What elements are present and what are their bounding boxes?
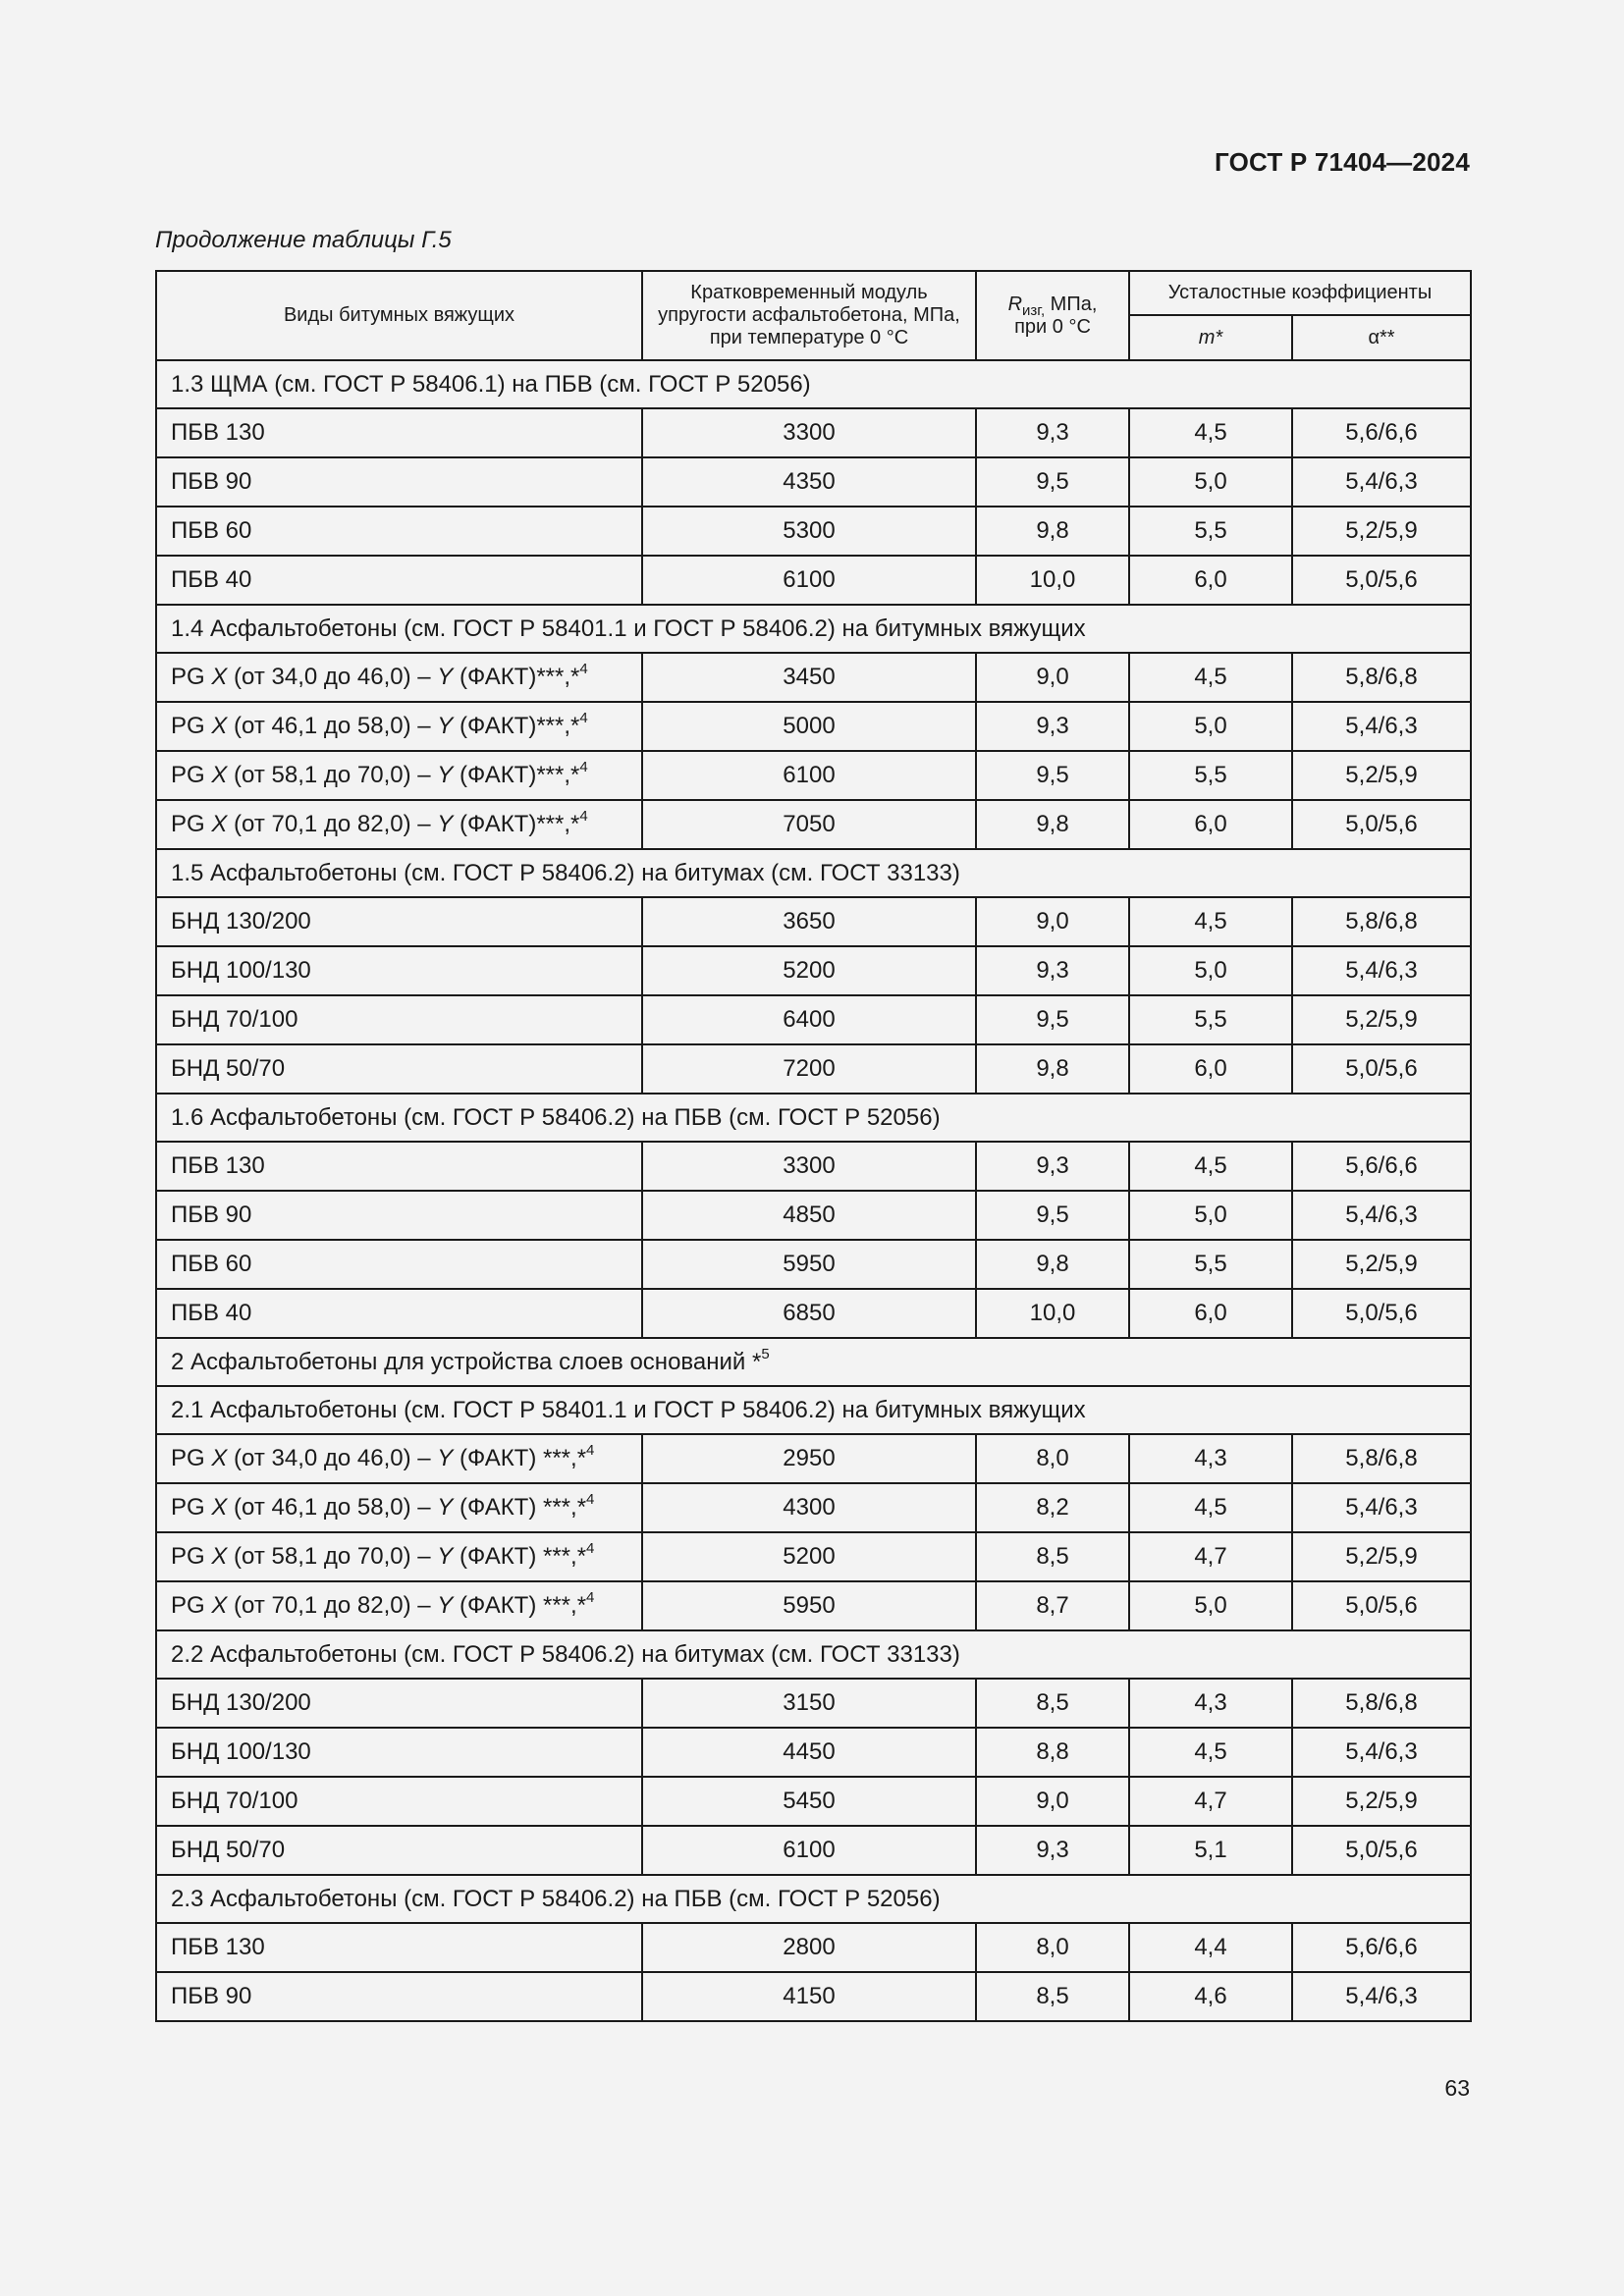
strength-cell: 8,5 [976,1972,1129,2021]
table-header [156,271,1471,360]
section-title [156,1386,1471,1434]
m-cell: 5,0 [1129,946,1292,995]
table-caption: Продолжение таблицы Г.5 [155,227,452,253]
section-title [156,1875,1471,1923]
alpha-cell: 5,2/5,9 [1292,1240,1471,1289]
pg-x: X [211,713,228,739]
strength-cell: 9,3 [976,1826,1129,1875]
table-row [156,1728,1471,1777]
modulus-cell: 4850 [642,1191,976,1240]
strength-cell: 8,0 [976,1923,1129,1972]
pg-prefix: PG [171,1543,212,1570]
m-cell: 5,0 [1129,1581,1292,1630]
pg-footnote-mark: 4 [579,710,588,726]
m-cell: 5,5 [1129,751,1292,800]
section-title-text: 1.4 Асфальтобетоны (см. ГОСТ Р 58401.1 и ГОСТ Р 58406.2) на битумных вяжущих [171,614,1086,642]
pg-range: (от 70,1 до 82,0) – [227,811,438,837]
m-cell: 5,0 [1129,1191,1292,1240]
section-row [156,360,1471,408]
alpha-cell: 5,2/5,9 [1292,751,1471,800]
section-title-text: 2.2 Асфальтобетоны (см. ГОСТ Р 58406.2) на битумах (см. ГОСТ 33133) [171,1640,960,1668]
binder-cell: БНД 100/130 [156,1728,642,1777]
pg-fact: (ФАКТ) ***,* [453,1445,587,1471]
pg-footnote-mark: 4 [586,1589,595,1606]
strength-subscript: изг, [1022,301,1046,319]
alpha-cell: 5,6/6,6 [1292,1142,1471,1191]
binder-cell: БНД 100/130 [156,946,642,995]
section-row [156,849,1471,897]
pg-range: (от 34,0 до 46,0) – [227,1445,438,1471]
m-cell: 4,5 [1129,653,1292,702]
alpha-cell: 5,0/5,6 [1292,556,1471,605]
strength-cell: 10,0 [976,556,1129,605]
modulus-cell: 2800 [642,1923,976,1972]
table-row [156,653,1471,702]
pg-x: X [211,664,228,690]
modulus-cell: 7200 [642,1044,976,1094]
pg-range: (от 46,1 до 58,0) – [227,713,438,739]
strength-cell: 9,0 [976,653,1129,702]
table-row [156,800,1471,849]
pg-prefix: PG [171,713,212,739]
section-title-text: 2.1 Асфальтобетоны (см. ГОСТ Р 58401.1 и ГОСТ Р 58406.2) на битумных вяжущих [171,1396,1086,1423]
alpha-cell: 5,8/6,8 [1292,1679,1471,1728]
modulus-cell: 5200 [642,946,976,995]
binder-cell: ПБВ 40 [156,1289,642,1338]
modulus-cell: 3150 [642,1679,976,1728]
binder-cell [156,1434,642,1483]
table-row [156,1240,1471,1289]
pg-footnote-mark: 4 [579,808,588,825]
binder-cell: ПБВ 60 [156,507,642,556]
col-modulus-header: Кратковременный модуль упругости асфальтобетона, МПа, при температуре 0 °С [642,271,976,360]
modulus-cell: 4350 [642,457,976,507]
section-title-text: 1.5 Асфальтобетоны (см. ГОСТ Р 58406.2) на битумах (см. ГОСТ 33133) [171,859,960,886]
pg-range: (от 58,1 до 70,0) – [227,1543,438,1570]
section-title [156,605,1471,653]
section-row [156,1386,1471,1434]
m-cell: 6,0 [1129,1289,1292,1338]
pg-y: Y [437,1543,454,1570]
binder-cell: БНД 70/100 [156,995,642,1044]
table-row [156,1679,1471,1728]
strength-cell: 9,3 [976,1142,1129,1191]
table-row [156,702,1471,751]
modulus-cell: 5950 [642,1581,976,1630]
m-cell: 4,6 [1129,1972,1292,2021]
section-row [156,605,1471,653]
pg-prefix: PG [171,762,212,788]
strength-cell: 9,8 [976,507,1129,556]
pg-y: Y [437,1494,454,1521]
alpha-cell: 5,0/5,6 [1292,1581,1471,1630]
modulus-cell: 4150 [642,1972,976,2021]
pg-x: X [211,1494,228,1521]
table-row [156,1777,1471,1826]
m-cell: 4,3 [1129,1679,1292,1728]
modulus-cell: 3650 [642,897,976,946]
alpha-cell: 5,0/5,6 [1292,1044,1471,1094]
strength-cell: 9,3 [976,408,1129,457]
section-footnote-mark: 5 [761,1345,770,1362]
section-title [156,849,1471,897]
strength-cell: 9,3 [976,702,1129,751]
alpha-cell: 5,0/5,6 [1292,1289,1471,1338]
alpha-cell: 5,8/6,8 [1292,653,1471,702]
strength-cell: 8,0 [976,1434,1129,1483]
col-binder-header: Виды битумных вяжущих [156,271,642,360]
pg-x: X [211,1543,228,1570]
pg-prefix: PG [171,1592,212,1619]
binder-cell: БНД 130/200 [156,897,642,946]
modulus-cell: 6100 [642,556,976,605]
binder-cell: ПБВ 40 [156,556,642,605]
binder-cell: ПБВ 130 [156,408,642,457]
section-title-text: 2 Асфальтобетоны для устройства слоев оснований * [171,1348,762,1375]
pg-y: Y [437,1445,454,1471]
m-cell: 5,0 [1129,457,1292,507]
table-row [156,1923,1471,1972]
table-row [156,1044,1471,1094]
pg-fact: (ФАКТ)***,* [453,664,580,690]
table-row [156,457,1471,507]
alpha-cell: 5,2/5,9 [1292,507,1471,556]
table-row [156,751,1471,800]
pg-x: X [211,1445,228,1471]
col-alpha-header: α** [1292,315,1471,360]
pg-fact: (ФАКТ)***,* [453,713,580,739]
strength-units: МПа, при 0 °С [1014,293,1098,338]
page-number: 63 [1444,2075,1470,2101]
pg-x: X [211,1592,228,1619]
modulus-cell: 6100 [642,751,976,800]
modulus-cell: 2950 [642,1434,976,1483]
table-body [156,360,1471,2021]
binder-cell: ПБВ 130 [156,1142,642,1191]
modulus-cell: 5450 [642,1777,976,1826]
pg-y: Y [437,762,454,788]
table-row [156,507,1471,556]
modulus-cell: 5950 [642,1240,976,1289]
alpha-cell: 5,4/6,3 [1292,1728,1471,1777]
pg-prefix: PG [171,1445,212,1471]
modulus-cell: 7050 [642,800,976,849]
alpha-cell: 5,2/5,9 [1292,995,1471,1044]
binder-cell: БНД 70/100 [156,1777,642,1826]
strength-cell: 9,5 [976,995,1129,1044]
section-row [156,1094,1471,1142]
pg-range: (от 46,1 до 58,0) – [227,1494,438,1521]
pg-footnote-mark: 4 [586,1491,595,1508]
m-cell: 6,0 [1129,556,1292,605]
strength-cell: 9,5 [976,1191,1129,1240]
m-cell: 4,5 [1129,1728,1292,1777]
strength-symbol: R [1007,293,1023,315]
binder-cell [156,1581,642,1630]
table-row [156,556,1471,605]
binder-cell [156,751,642,800]
alpha-cell: 5,6/6,6 [1292,1923,1471,1972]
pg-footnote-mark: 4 [579,661,588,677]
table-row [156,1191,1471,1240]
m-cell: 4,5 [1129,897,1292,946]
section-title-text: 1.3 ЩМА (см. ГОСТ Р 58406.1) на ПБВ (см. ГОСТ Р 52056) [171,370,811,398]
binder-cell [156,800,642,849]
modulus-cell: 3300 [642,408,976,457]
table-row [156,1434,1471,1483]
section-row [156,1875,1471,1923]
strength-cell: 9,8 [976,1044,1129,1094]
table-row [156,1972,1471,2021]
pg-y: Y [437,713,454,739]
binder-cell: ПБВ 90 [156,1972,642,2021]
modulus-cell: 5200 [642,1532,976,1581]
col-strength-header [976,271,1129,360]
col-m-header: m* [1129,315,1292,360]
alpha-cell: 5,0/5,6 [1292,1826,1471,1875]
pg-prefix: PG [171,811,212,837]
m-cell: 4,5 [1129,1483,1292,1532]
modulus-cell: 6850 [642,1289,976,1338]
pg-fact: (ФАКТ) ***,* [453,1543,587,1570]
alpha-cell: 5,2/5,9 [1292,1777,1471,1826]
alpha-cell: 5,4/6,3 [1292,457,1471,507]
strength-cell: 9,8 [976,800,1129,849]
alpha-cell: 5,4/6,3 [1292,946,1471,995]
binder-cell [156,653,642,702]
strength-cell: 8,7 [976,1581,1129,1630]
pg-prefix: PG [171,1494,212,1521]
pg-fact: (ФАКТ) ***,* [453,1592,587,1619]
m-cell: 4,7 [1129,1777,1292,1826]
col-fatigue-header: Усталостные коэффициенты [1129,271,1471,315]
m-cell: 6,0 [1129,1044,1292,1094]
section-title [156,1094,1471,1142]
strength-cell: 9,5 [976,751,1129,800]
pg-footnote-mark: 4 [586,1540,595,1557]
pg-footnote-mark: 4 [586,1442,595,1459]
table-row [156,1289,1471,1338]
modulus-cell: 3450 [642,653,976,702]
alpha-cell: 5,4/6,3 [1292,1483,1471,1532]
modulus-cell: 6400 [642,995,976,1044]
strength-cell: 8,2 [976,1483,1129,1532]
table-row [156,897,1471,946]
m-cell: 4,7 [1129,1532,1292,1581]
m-cell: 4,5 [1129,1142,1292,1191]
binder-cell [156,1532,642,1581]
section-row [156,1630,1471,1679]
modulus-cell: 6100 [642,1826,976,1875]
m-cell: 4,3 [1129,1434,1292,1483]
pg-range: (от 70,1 до 82,0) – [227,1592,438,1619]
table-row [156,1581,1471,1630]
binder-cell: ПБВ 90 [156,457,642,507]
section-title-text: 1.6 Асфальтобетоны (см. ГОСТ Р 58406.2) на ПБВ (см. ГОСТ Р 52056) [171,1103,941,1131]
pg-prefix: PG [171,664,212,690]
binder-cell: БНД 130/200 [156,1679,642,1728]
table-row [156,946,1471,995]
m-cell: 5,0 [1129,702,1292,751]
table-row [156,1483,1471,1532]
table-row [156,1532,1471,1581]
binder-cell: ПБВ 90 [156,1191,642,1240]
pg-footnote-mark: 4 [579,759,588,775]
strength-cell: 9,8 [976,1240,1129,1289]
document-code: ГОСТ Р 71404—2024 [1215,147,1470,177]
modulus-cell: 5000 [642,702,976,751]
pg-fact: (ФАКТ) ***,* [453,1494,587,1521]
pg-y: Y [437,811,454,837]
section-title-text: 2.3 Асфальтобетоны (см. ГОСТ Р 58406.2) на ПБВ (см. ГОСТ Р 52056) [171,1885,941,1912]
binder-cell: ПБВ 60 [156,1240,642,1289]
pg-fact: (ФАКТ)***,* [453,762,580,788]
binder-cell: ПБВ 130 [156,1923,642,1972]
table-row [156,408,1471,457]
m-cell: 5,5 [1129,1240,1292,1289]
alpha-cell: 5,6/6,6 [1292,408,1471,457]
table-row [156,1142,1471,1191]
strength-cell: 10,0 [976,1289,1129,1338]
pg-x: X [211,811,228,837]
alpha-cell: 5,8/6,8 [1292,1434,1471,1483]
strength-cell: 8,5 [976,1532,1129,1581]
binder-cell [156,702,642,751]
modulus-cell: 4450 [642,1728,976,1777]
pg-y: Y [437,1592,454,1619]
section-title [156,1630,1471,1679]
strength-cell: 9,5 [976,457,1129,507]
alpha-cell: 5,4/6,3 [1292,702,1471,751]
table-row [156,995,1471,1044]
alpha-cell: 5,2/5,9 [1292,1532,1471,1581]
binder-cell: БНД 50/70 [156,1826,642,1875]
pg-y: Y [437,664,454,690]
strength-cell: 9,0 [976,897,1129,946]
pg-range: (от 58,1 до 70,0) – [227,762,438,788]
table-row [156,1826,1471,1875]
alpha-cell: 5,4/6,3 [1292,1191,1471,1240]
binder-cell [156,1483,642,1532]
modulus-cell: 4300 [642,1483,976,1532]
strength-cell: 8,5 [976,1679,1129,1728]
section-title [156,360,1471,408]
m-cell: 5,5 [1129,995,1292,1044]
m-cell: 4,4 [1129,1923,1292,1972]
pg-range: (от 34,0 до 46,0) – [227,664,438,690]
strength-cell: 9,3 [976,946,1129,995]
modulus-cell: 5300 [642,507,976,556]
m-cell: 6,0 [1129,800,1292,849]
m-cell: 5,1 [1129,1826,1292,1875]
alpha-cell: 5,0/5,6 [1292,800,1471,849]
modulus-cell: 3300 [642,1142,976,1191]
alpha-cell: 5,4/6,3 [1292,1972,1471,2021]
alpha-cell: 5,8/6,8 [1292,897,1471,946]
m-cell: 4,5 [1129,408,1292,457]
pg-fact: (ФАКТ)***,* [453,811,580,837]
pg-x: X [211,762,228,788]
binder-cell: БНД 50/70 [156,1044,642,1094]
section-row [156,1338,1471,1386]
m-cell: 5,5 [1129,507,1292,556]
section-title [156,1338,1471,1386]
strength-cell: 9,0 [976,1777,1129,1826]
fatigue-table [155,270,1472,2022]
strength-cell: 8,8 [976,1728,1129,1777]
